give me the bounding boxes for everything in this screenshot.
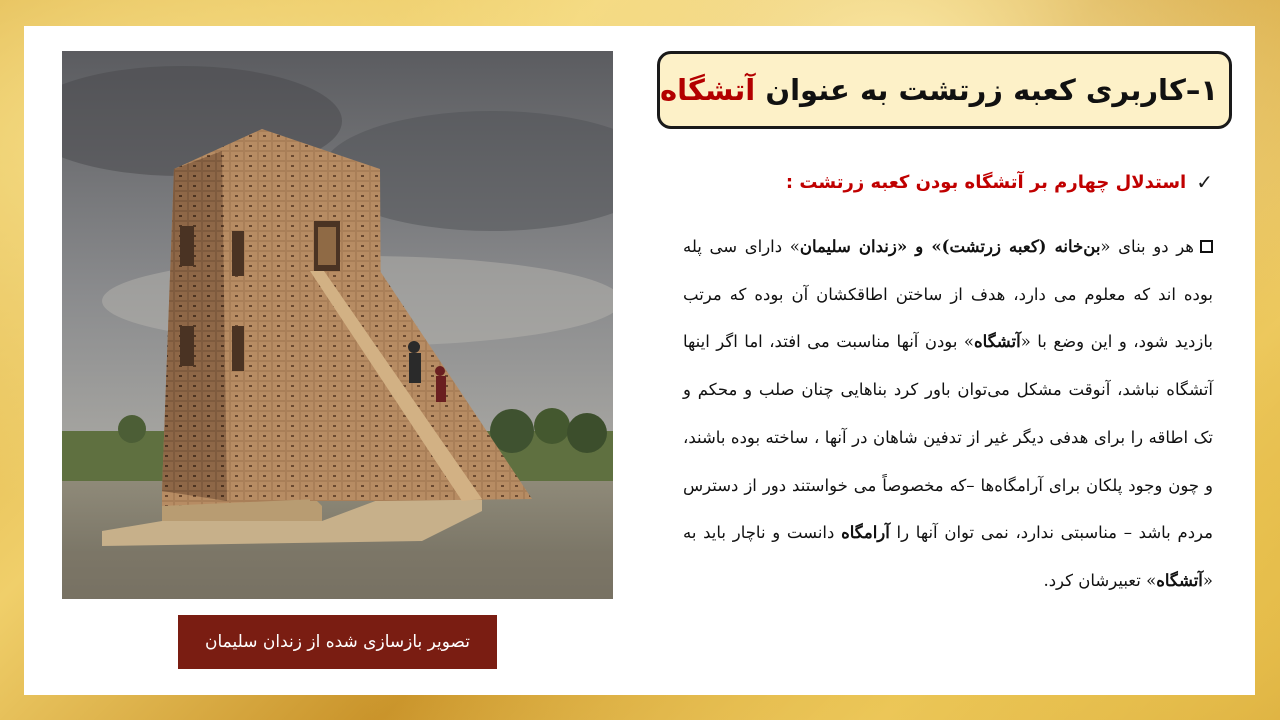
body-seg2: بن‌خانه (کعبه زرتشت) (941, 237, 1101, 256)
body-seg5: » دارای سی پله بوده اند که معلوم می دارد، هدف از ساختن اطاقکشان آن بوده که مرتب بازدید شود، و این وضع با « (683, 237, 1213, 352)
zendan-soleyman-reconstruction-image (62, 51, 613, 599)
body-seg11: » تعبیرشان کرد. (1043, 570, 1157, 590)
slide-title-main: ۱–کاربری کعبه زرتشت به عنوان (765, 73, 1219, 107)
body-seg1: هر دو بنای « (1100, 237, 1194, 256)
body-seg9: دانست و ناچار باید به « (683, 523, 1213, 590)
slide-title (660, 73, 1218, 107)
check-mark-icon: ✓ (1196, 170, 1213, 194)
body-seg8: آرامگاه (841, 523, 890, 543)
body-seg10: آتشگاه (1156, 570, 1203, 590)
body-seg6: آتشگاه (974, 332, 1021, 352)
subheading (653, 170, 1213, 194)
slide-title-highlight: آتشگاه (660, 73, 756, 107)
slide-title-box (657, 51, 1232, 129)
body-seg3: » و « (896, 237, 942, 256)
image-caption (178, 615, 497, 669)
image-caption-text: تصویر بازسازی شده از زندان سلیمان (204, 632, 471, 652)
body-seg4: زندان سلیمان (799, 237, 897, 256)
subheading-text: استدلال چهارم بر آتشگاه بودن کعبه زرتشت : (785, 171, 1187, 193)
square-bullet-icon (1200, 240, 1213, 253)
body-seg7: » بودن آنها مناسبت می افتد، اما اگر اینها آتشگاه نباشد، آنوقت مشکل می‌توان باور کرد بناهایی چنان صلب و محکم و تک اطاقه را برای هدفی دیگر غیر از تدفین شاهان در آنها ، ساخته بوده باشند، و چون وجود پلکان برای آرامگاه‌ها –که مخصوصاً می خواستند دور از دسترس مردم باشد – مناسبتی ندارد، نمی توان آنها را (683, 332, 1213, 543)
body-paragraph (683, 223, 1213, 605)
